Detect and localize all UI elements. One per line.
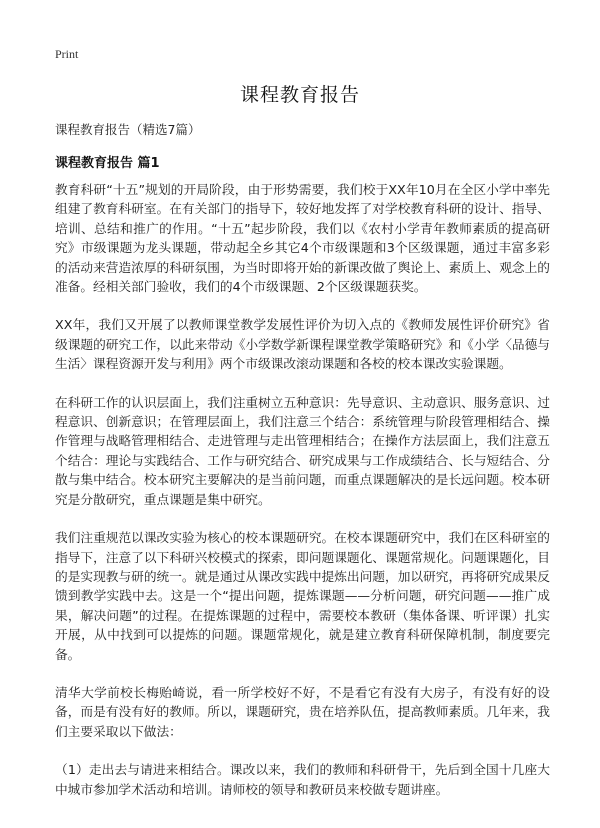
paragraph: 我们注重规范以课改实验为核心的校本课题研究。在校本课题研究中，我们在区科研室的指导下，注意了以下科研兴校模式的探索，即问题课题化、课题常规化。问题课题化，目的是实现教与研的统一。就是通过从课改实践中提炼出问题，加以研究，再将研究成果反馈到教学实践中去。这是一个“提出问题，提炼课题——分析问题，研究问题——推广成果，解决问题”的过程。在提炼课题的过程中，需要校本教研（集体备课、听评课）扎实开展，从中找到可以提炼的问题。课题常规化，就是建立教育科研保障机制，制度要完备。: [55, 530, 550, 662]
print-link[interactable]: Print: [55, 47, 79, 61]
paragraph: 教育科研“十五”规划的开局阶段，由于形势需要，我们校于XX年10月在全区小学中率先组建了教育科研室。在有关部门的指导下，较好地发挥了对学校教育科研的设计、指导、培训、总结和推广的作用。“十五”起步阶段，我们以《农村小学青年教师素质的提高研究》市级课题为龙头课题，带动起全乡其它4个市级课题和3个区级课题，通过丰富多彩的活动来营造浓厚的科研氛围，为当时即将开始的新课改做了舆论上、素质上、观念上的准备。经相关部门验收，我们的4个市级课题、2个区级课题获奖。: [55, 182, 550, 295]
section-heading: 课程教育报告 篇1: [55, 156, 160, 171]
paragraph: 清华大学前校长梅贻崎说，看一所学校好不好，不是看它有没有大房子，有没有好的设备，而是有没有好的教师。所以，课题研究，贵在培养队伍，提高教师素质。几年来，我们主要采取以下做法：: [55, 684, 550, 739]
paragraph: （1）走出去与请进来相结合。课改以来，我们的教师和科研骨干，先后到全国十几座大中城市参加学术活动和培训。请师校的领导和教研员来校做专题讲座。: [55, 762, 550, 797]
body-text: [55, 180, 550, 818]
document-subtitle: 课程教育报告（精选7篇）: [55, 122, 201, 137]
document-title: 课程教育报告: [239, 84, 360, 106]
paragraph: 在科研工作的认识层面上，我们注重树立五种意识：先导意识、主动意识、服务意识、过程意识、创新意识；在管理层面上，我们注意三个结合：系统管理与阶段管理相结合、操作管理与战略管理相结合、走进管理与走出管理相结合；在操作方法层面上，我们注意五个结合：理论与实践结合、工作与研究结合、研究成果与工作成绩结合、长与短结合、分散与集中结合。校本研究主要解决的是当前问题，而重点课题解决的是长远问题。校本研究是分散研究，重点课题是集中研究。: [55, 394, 550, 507]
paragraph: XX年，我们又开展了以教师课堂教学发展性评价为切入点的《教师发展性评价研究》省级课题的研究工作，以此来带动《小学数学新课程课堂教学策略研究》和《小学〈品德与生活〉课程资源开发与利用》两个市级课改滚动课题和各校的校本课改实验课题。: [55, 317, 550, 372]
